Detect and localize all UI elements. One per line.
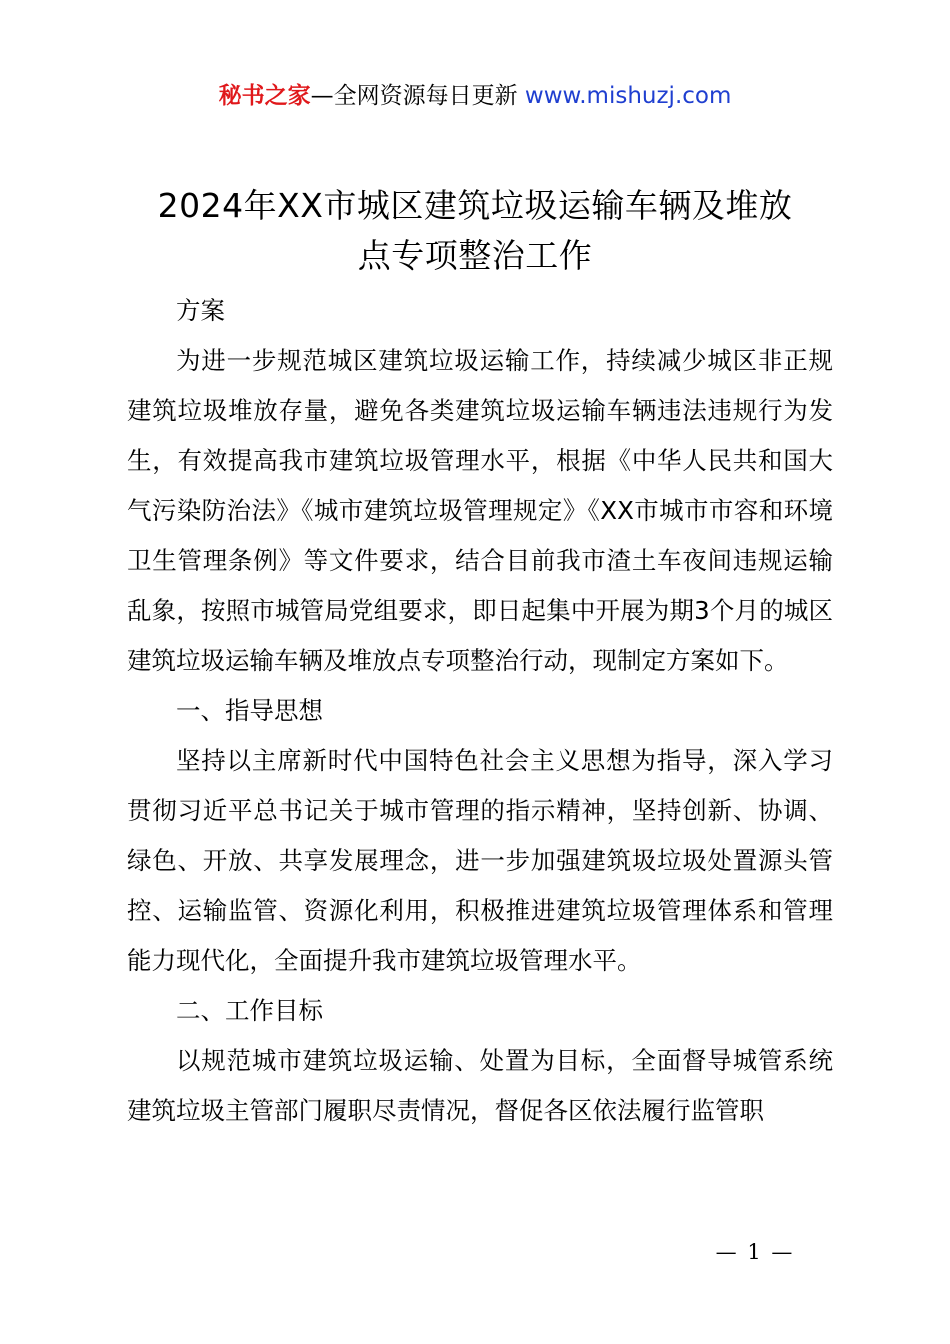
brand-name: 秘书之家 (218, 83, 311, 109)
site-url-link[interactable]: www.mishuzj.com (517, 83, 732, 109)
document-title-line-1: 2024年XX市城区建筑垃圾运输车辆及堆放 (157, 186, 793, 225)
site-header (0, 80, 950, 112)
body-paragraph-guiding-ideology: 坚持以主席新时代中国特色社会主义思想为指导，深入学习贯彻习近平总书记关于城市管理的指示精神，坚持创新、协调、绿色、开放、共享发展理念，进一步加强建筑圾垃圾处置源头管控、运输监管、资源化利用，积极推进建筑垃圾管理体系和管理能力现代化，全面提升我市建筑垃圾管理水平。 (127, 746, 833, 975)
document-title-line-2: 点专项整治工作 (357, 236, 593, 275)
body-paragraph-work-goals: 以规范城市建筑垃圾运输、处置为目标，全面督导城管系统建筑垃圾主管部门履职尽责情况，督促各区依法履行监管职 (127, 1046, 833, 1125)
header-slogan: —全网资源每日更新 (310, 83, 518, 109)
body-paragraph-plan: 方案 (176, 296, 225, 325)
section-heading-work-goals: 二、工作目标 (176, 996, 323, 1025)
section-heading-guiding-ideology: 一、指导思想 (176, 696, 323, 725)
body-paragraph-intro: 为进一步规范城区建筑垃圾运输工作，持续减少城区非正规建筑垃圾堆放存量，避免各类建筑垃圾运输车辆违法违规行为发生，有效提高我市建筑垃圾管理水平，根据《中华人民共和国大气污染防治法》《城市建筑垃圾管理规定》《XX市城市市容和环境卫生管理条例》等文件要求，结合目前我市渣土车夜间违规运输乱象，按照市城管局党组要求，即日起集中开展为期3个月的城区建筑垃圾运输车辆及堆放点专项整治行动，现制定方案如下。 (127, 346, 833, 675)
page-number: — 1 — (715, 1240, 795, 1264)
document-body (127, 286, 833, 1136)
